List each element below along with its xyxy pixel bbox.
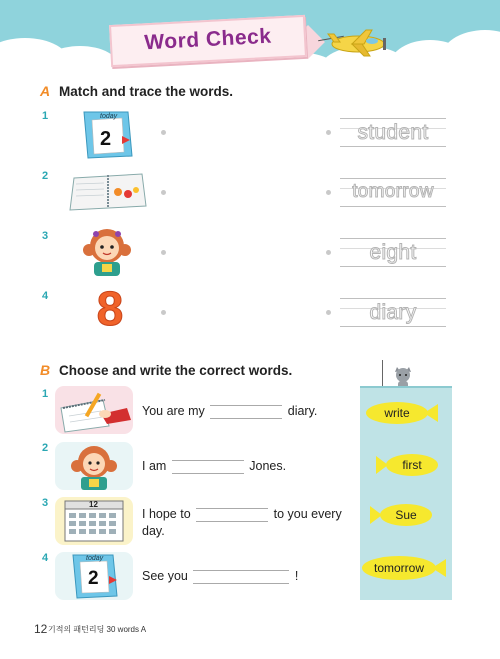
item-number: 3 (42, 497, 49, 509)
answer-blank[interactable] (172, 460, 244, 474)
sentence-1 (142, 403, 317, 420)
calendar-label: today (86, 555, 104, 562)
word-bank-word: tomorrow (373, 561, 424, 575)
sentence-text: You are my (142, 404, 205, 418)
match-dot-right[interactable] (326, 130, 331, 135)
page-number: 12 (34, 622, 48, 636)
word-bank-word: Sue (395, 508, 417, 522)
diary-notebook-picture (68, 172, 148, 212)
trace-word-box[interactable] (340, 118, 446, 148)
airplane-icon (322, 26, 392, 65)
trace-word-box[interactable] (340, 298, 446, 328)
sentence-text: ! (294, 569, 299, 583)
sentence-2 (142, 458, 286, 475)
match-dot-right[interactable] (326, 190, 331, 195)
answer-blank[interactable] (193, 570, 289, 584)
calendar-today-picture (55, 552, 133, 600)
answer-blank[interactable] (210, 405, 282, 419)
item-number: 2 (42, 170, 49, 182)
sentence-text: Jones. (249, 459, 287, 473)
number-eight-picture: 8 (96, 283, 124, 336)
section-b-letter: B (40, 362, 51, 378)
sentence-text: I am (142, 459, 167, 473)
trace-word-box[interactable] (340, 178, 446, 208)
word-bank-pond (360, 386, 452, 600)
calendar-today-picture (78, 110, 138, 160)
item-number: 1 (42, 110, 49, 122)
calendar-number: 2 (88, 568, 99, 589)
writing-diary-picture (55, 386, 133, 434)
word-fish[interactable] (366, 402, 438, 424)
item-number: 3 (42, 230, 49, 242)
sentence-text: I hope to (142, 507, 191, 521)
match-dot-right[interactable] (326, 310, 331, 315)
word-fish[interactable] (362, 556, 448, 580)
calendar-label: today (100, 113, 118, 120)
section-a-title: Match and trace the words. (59, 84, 234, 99)
sentence-text: to you every (273, 507, 342, 521)
section-b-title: Choose and write the correct words. (59, 363, 293, 378)
item-number: 2 (42, 442, 49, 454)
word-fish[interactable] (370, 504, 434, 526)
word-bank-word: first (402, 458, 422, 472)
calendar-picture (55, 497, 133, 545)
calendar-number: 2 (100, 128, 112, 150)
trace-word: eight (369, 241, 417, 264)
item-number: 4 (42, 290, 49, 302)
match-dot-left[interactable] (161, 190, 166, 195)
trace-word-box[interactable] (340, 238, 446, 268)
calendar-number: 12 (89, 500, 98, 509)
match-dot-left[interactable] (161, 250, 166, 255)
sentence-3 (142, 506, 342, 540)
girl-picture (80, 226, 134, 278)
word-bank-word: write (384, 406, 410, 420)
trace-word: diary (369, 301, 417, 324)
item-number: 1 (42, 388, 49, 400)
trace-word: student (357, 121, 429, 144)
sentence-text: day. (142, 524, 165, 538)
book-title: 기적의 패턴리딩 30 words A (48, 625, 147, 634)
sentence-text: diary. (287, 404, 318, 418)
answer-blank[interactable] (196, 508, 268, 522)
sentence-4 (142, 568, 298, 585)
match-dot-left[interactable] (161, 310, 166, 315)
item-number: 4 (42, 552, 49, 564)
section-a-letter: A (40, 83, 51, 99)
sentence-text: See you (142, 569, 188, 583)
girl-picture (55, 442, 133, 490)
page-title: Word Check (143, 24, 272, 55)
trace-word: tomorrow (352, 181, 434, 202)
match-dot-right[interactable] (326, 250, 331, 255)
word-fish[interactable] (376, 454, 438, 476)
match-dot-left[interactable] (161, 130, 166, 135)
